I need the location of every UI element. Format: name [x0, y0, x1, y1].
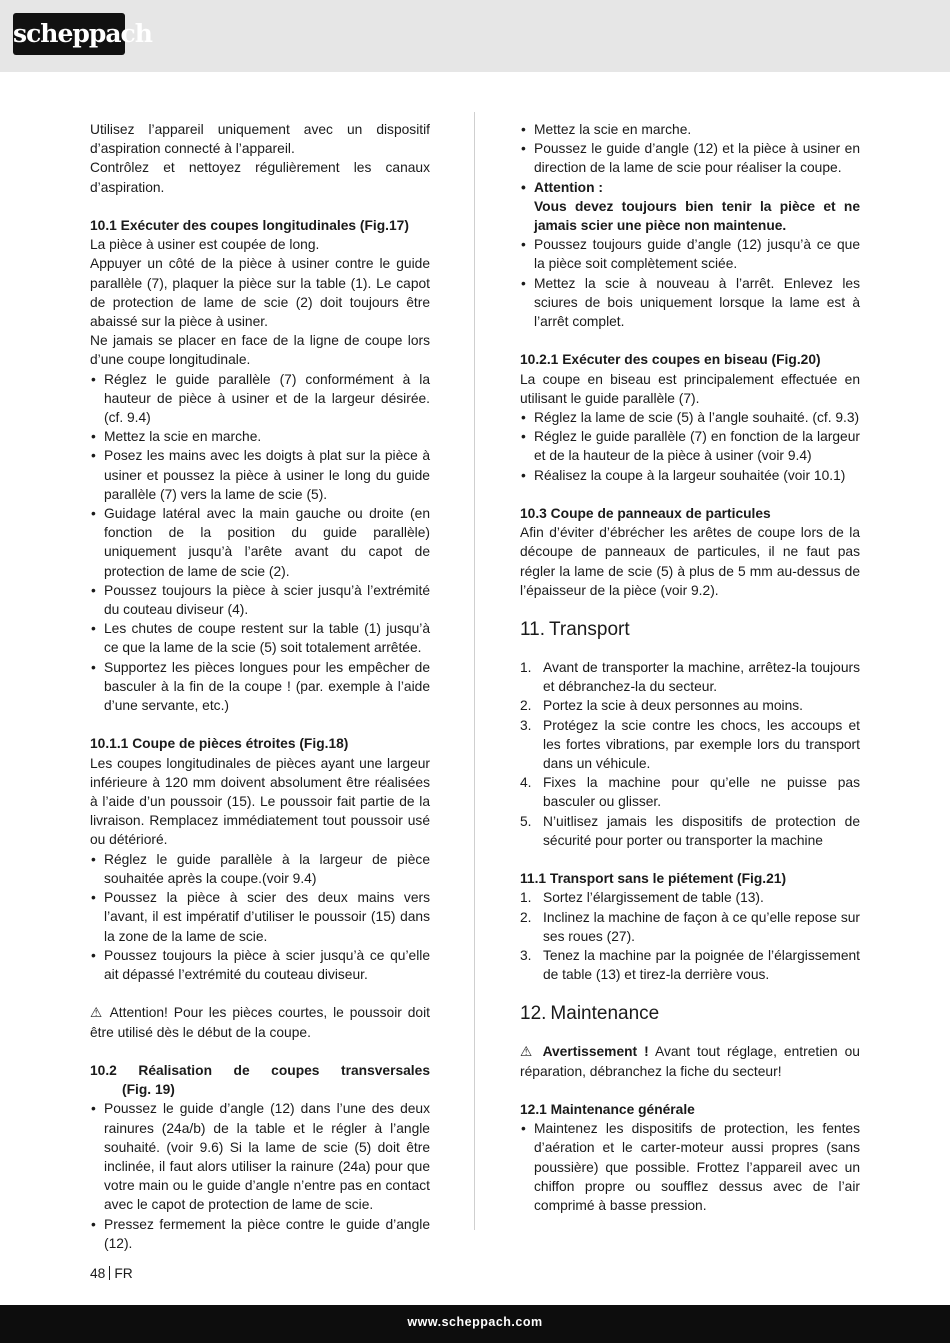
page-number-value: 48 [90, 1266, 106, 1281]
paragraph: La coupe en biseau est principalement effectuée en utilisant le guide parallèle (7). [520, 371, 860, 406]
page-separator [109, 1266, 110, 1280]
paragraph: Appuyer un côté de la pièce à usiner contre le guide parallèle (7), plaquer la pièce sur la table (1). Le capot de protection de lame de scie (2) doit toujours être abaissé sur la pièce à usiner. [90, 256, 430, 330]
warning-label: Avertissement ! [542, 1044, 649, 1060]
list-item: • Pressez fermement la pièce contre le guide d’angle (12). [90, 1215, 430, 1253]
warning-note [520, 1042, 860, 1080]
warning-icon: ⚠ [90, 1005, 105, 1021]
list-item: • Réglez le guide parallèle (7) en fonction de la largeur et de la hauteur de la pièce à usiner (voir 9.4) [520, 427, 860, 465]
section-heading-10-2-figure: (Fig. 19) [122, 1082, 175, 1098]
item-number: 2. [520, 698, 532, 714]
section-number: 11. [520, 619, 546, 641]
warning-text: Avant tout réglage, entretien ou réparation, débranchez la fiche du secteur! [520, 1044, 860, 1079]
warning-icon: ⚠ [520, 1044, 536, 1060]
item-number: 2. [520, 909, 532, 925]
warning-note [90, 1003, 430, 1041]
item-text: Protégez la scie contre les chocs, les accoups et les fortes vibrations, par exemple lors du transport dans un véhicule. [543, 717, 860, 772]
list-item: • Poussez toujours la pièce à scier jusqu’à l’extrémité du couteau diviseur (4). [90, 581, 430, 619]
section-heading-10-3: 10.3 Coupe de panneaux de particules [520, 506, 771, 522]
list-item: • Guidage latéral avec la main gauche ou droite (en fonction de la position du guide parallèle) uniquement jusqu’à l’arête avant du capot de protection de lame de scie (2). [90, 504, 430, 581]
list-item [520, 716, 860, 774]
section-heading-12-1: 12.1 Maintenance générale [520, 1102, 695, 1118]
numbered-list [520, 658, 860, 850]
list-item: • Réalisez la coupe à la largeur souhaitée (voir 10.1) [520, 466, 860, 485]
warning-text: Attention! Pour les pièces courtes, le poussoir doit être utilisé dès le début de la coupe. [90, 1005, 431, 1040]
list-item: • Réglez le guide parallèle (7) conformément à la hauteur de pièce à usiner et de la largeur désirée. (cf. 9.4) [90, 370, 430, 428]
bullet-list [520, 408, 860, 485]
item-number: 1. [520, 660, 532, 676]
list-item: • Poussez le guide d’angle (12) et la pièce à usiner en direction de la lame de scie pour réaliser la coupe. [520, 139, 860, 177]
list-item [520, 773, 860, 811]
item-text: Avant de transporter la machine, arrêtez-la toujours et débranchez-la du secteur. [543, 660, 860, 695]
section-title-maintenance [520, 1002, 860, 1026]
list-item: • Poussez la pièce à scier des deux mains vers l’avant, il est impératif d’utiliser le poussoir (15) dans la zone de la lame de scie. [90, 888, 430, 946]
item-number: 4. [520, 775, 532, 791]
list-item: • Les chutes de coupe restent sur la table (1) jusqu’à ce que la lame de la scie (5) soit totalement arrêtée. [90, 619, 430, 657]
item-number: 3. [520, 948, 532, 964]
attention-text: Vous devez toujours bien tenir la pièce et ne jamais scier une pièce non maintenue. [534, 198, 860, 234]
section-heading-10-1: 10.1 Exécuter des coupes longitudinales (Fig.17) [90, 218, 409, 233]
bullet-list [90, 370, 430, 716]
item-text: Portez la scie à deux personnes au moins. [543, 698, 803, 714]
bullet-list [90, 850, 430, 984]
footer-bar [0, 1305, 950, 1343]
list-item [520, 658, 860, 696]
list-item: • Mettez la scie en marche. [520, 120, 860, 139]
list-item [520, 946, 860, 984]
section-title-text: Transport [549, 619, 630, 641]
item-text: Tenez la machine par la poignée de l’élargissement de table (13) et tirez-la derrière vous. [543, 948, 860, 983]
list-item: • Poussez toujours la pièce à scier jusqu’à ce qu’elle ait dépassé l’extrémité du couteau diviseur. [90, 946, 430, 984]
left-column [90, 120, 430, 1253]
list-item [520, 908, 860, 946]
brand-logo: scheppach [13, 13, 125, 55]
item-text: Fixes la machine pour qu’elle ne puisse pas basculer ou glisser. [543, 775, 860, 810]
section-heading-10-2: 10.2 Réalisation de coupes transversales [90, 1062, 430, 1078]
page-number [90, 1266, 133, 1281]
list-item: • Supportez les pièces longues pour les empêcher de basculer à la fin de la coupe ! (par. exemple à l’aide d’une servante, etc.) [90, 658, 430, 716]
list-item [520, 888, 860, 907]
intro-paragraph: Utilisez l’appareil uniquement avec un dispositif d’aspiration connecté à l’appareil. [90, 122, 430, 157]
section-title-text: Maintenance [550, 1003, 660, 1025]
list-item [520, 696, 860, 715]
paragraph: Ne jamais se placer en face de la ligne de coupe lors d’une coupe longitudinale. [90, 333, 430, 368]
section-heading-10-1-1: 10.1.1 Coupe de pièces étroites (Fig.18) [90, 736, 349, 752]
column-divider [474, 112, 475, 1230]
list-item: • Mettez la scie en marche. [90, 427, 430, 446]
list-item: • Poussez toujours guide d’angle (12) jusqu’à ce que la pièce soit complètement sciée. [520, 235, 860, 273]
bullet-list [520, 1119, 860, 1215]
item-number: 3. [520, 717, 532, 733]
item-number: 1. [520, 890, 532, 906]
list-item: • Réglez le guide parallèle à la largeur de pièce souhaitée après la coupe.(voir 9.4) [90, 850, 430, 888]
bullet-list [90, 1099, 430, 1253]
list-item [520, 812, 860, 850]
page-language: FR [114, 1266, 133, 1281]
list-item: • Maintenez les dispositifs de protection, les fentes d’aération et le carter-moteur aussi propres (sans poussière) que possible. Frottez l’appareil avec un chiffon propre ou soufflez dessus avec de l’air comprimé à basse pression. [520, 1119, 860, 1215]
item-number: 5. [520, 813, 532, 829]
attention-item [520, 178, 860, 236]
list-item: • Posez les mains avec les doigts à plat sur la pièce à usiner et poussez la pièce à usiner le long du guide parallèle (7) vers la lame de scie (5). [90, 446, 430, 504]
list-item: • Réglez la lame de scie (5) à l’angle souhaité. (cf. 9.3) [520, 408, 860, 427]
right-column [520, 120, 860, 1215]
section-heading-11-1: 11.1 Transport sans le piétement (Fig.21) [520, 871, 787, 887]
list-item: • Mettez la scie à nouveau à l’arrêt. Enlevez les sciures de bois uniquement lorsque la lame est à l’arrêt complet. [520, 274, 860, 332]
section-title-transport [520, 618, 860, 642]
section-number: 12. [520, 1003, 547, 1025]
paragraph: Les coupes longitudinales de pièces ayant une largeur inférieure à 120 mm doivent absolument être réalisées à l’aide d’un poussoir (15). Le poussoir fait partie de la livraison. Remplacez immédiatement tout poussoir usé ou détérioré. [90, 755, 430, 848]
footer-url: www.scheppach.com [407, 1315, 543, 1329]
item-text: Sortez l’élargissement de table (13). [543, 890, 764, 906]
section-heading-10-2-1: 10.2.1 Exécuter des coupes en biseau (Fig.20) [520, 352, 821, 368]
attention-label: Attention : [534, 179, 603, 195]
item-text: Inclinez la machine de façon à ce qu’elle repose sur ses roues (27). [543, 909, 860, 944]
paragraph: La pièce à usiner est coupée de long. [90, 237, 320, 253]
numbered-list [520, 888, 860, 984]
header-bar [0, 0, 950, 72]
paragraph: Afin d’éviter d’ébrécher les arêtes de coupe lors de la découpe de panneaux de particules, il ne faut pas régler la lame de scie (5) à plus de 5 mm au-dessus de l’épaisseur de la pièce (voir 9.2). [520, 525, 860, 598]
bullet-list [520, 120, 860, 331]
intro-paragraph: Contrôlez et nettoyez régulièrement les canaux d’aspiration. [90, 160, 430, 195]
list-item: • Poussez le guide d’angle (12) dans l’une des deux rainures (24a/b) de la table et le régler à l’angle souhaité. (voir 9.6) Si la lame de scie (5) doit être inclinée, il faut alors utiliser la rainure (24a) pour que votre main ou le guide d’angle n’entre pas en contact avec le capot de protection de lame de scie. [90, 1099, 430, 1214]
item-text: N’uitlisez jamais les dispositifs de protection de sécurité pour porter ou transporter la machine [543, 813, 860, 848]
